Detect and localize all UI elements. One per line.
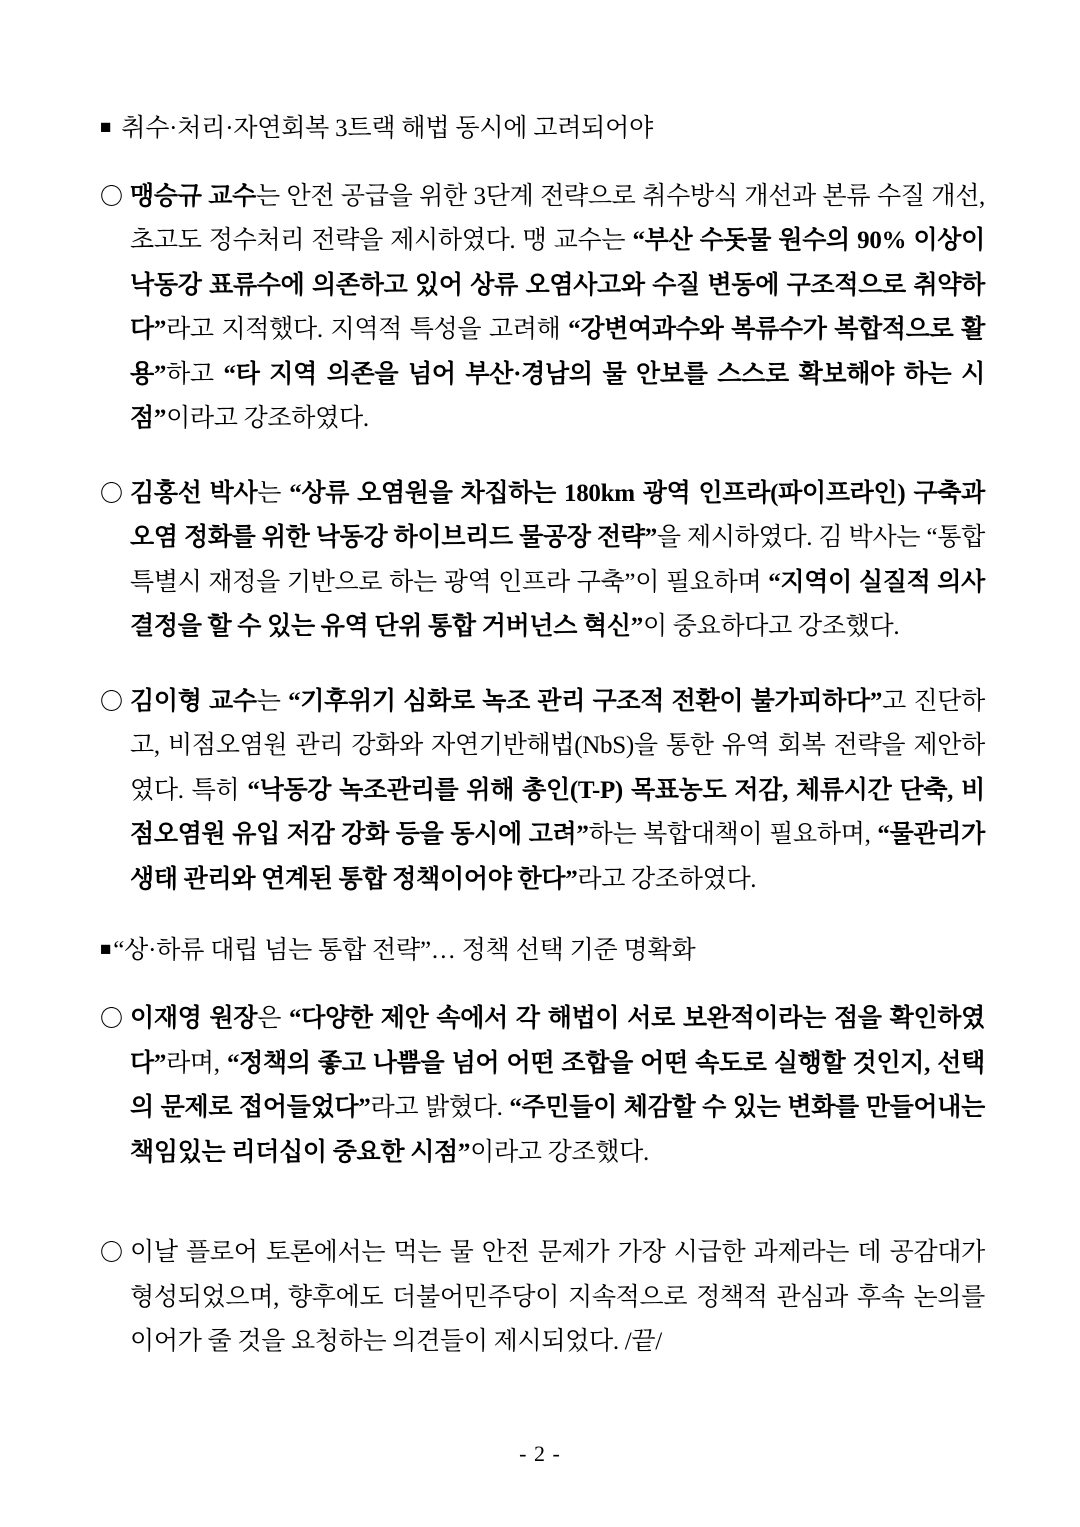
emphasis-text: 맹승규 교수 — [130, 182, 256, 210]
body-text: 하고 — [166, 360, 224, 388]
circle-bullet-icon: 〇 — [100, 1006, 123, 1031]
body-text: 이 중요하다고 강조했다. — [642, 613, 900, 641]
body-text: 을 제시하였다. 김 박사는 “통합 특별시 재정을 기반으로 하는 광역 인프라 구축”이 필요하며 — [130, 524, 986, 596]
emphasis-text: “부산 수돗물 원수의 90% 이상이 낙동강 표류수에 의존하고 있어 상류 오염사고와 수질 변동에 구조적으로 취약하다” — [130, 227, 985, 344]
paragraph-spacer — [100, 1205, 985, 1231]
page-number: - 2 - — [519, 1441, 561, 1466]
body-text: 는 — [257, 479, 290, 507]
emphasis-text: “기후위기 심화로 녹조 관리 구조적 전환이 불가피하다” — [288, 687, 883, 715]
body-text: 라며, — [166, 1049, 227, 1077]
body-text: 라고 강조하였다. — [577, 865, 757, 893]
emphasis-text: “강변여과수와 복류수가 복합적으로 활용” — [130, 316, 986, 388]
emphasis-text: “지역이 실질적 의사결정을 할 수 있는 유역 단위 통합 거버넌스 혁신” — [130, 568, 985, 641]
section-heading-text: 취수·처리·자연회복 3트랙 해법 동시에 고려되어야 — [121, 115, 654, 142]
paragraph — [100, 175, 985, 442]
body-text: 이라고 강조하였다. — [166, 405, 369, 433]
document-body — [100, 110, 985, 1365]
paragraph — [100, 472, 985, 650]
paragraph — [100, 997, 985, 1175]
paragraph-text — [130, 997, 985, 1175]
circle-bullet-icon: 〇 — [100, 183, 123, 209]
body-text: 이날 플로어 토론에서는 먹는 물 안전 문제가 가장 시급한 과제라는 데 공감대가 형성되었으며, 향후에도 더불어민주당이 지속적으로 정책적 관심과 후속 논의를 이어가 줄 것을 요청하는 의견들이 제시되었다. /끝/ — [130, 1239, 985, 1355]
paragraph-text — [130, 472, 985, 650]
emphasis-text: “정책의 좋고 나쁨을 넘어 어떤 조합을 어떤 속도로 실행할 것인지, 선택의 문제로 접어들었다” — [130, 1049, 986, 1121]
emphasis-text: “다양한 제안 속에서 각 해법이 서로 보완적이라는 점을 확인하였다” — [130, 1005, 985, 1077]
circle-bullet-icon: 〇 — [100, 688, 123, 714]
emphasis-text: 김홍선 박사 — [130, 479, 258, 507]
circle-bullet-icon: 〇 — [100, 1240, 123, 1265]
body-text: 고 진단하고, 비점오염원 관리 강화와 자연기반해법(NbS)을 통한 유역 회복 전략을 제안하였다. 특히 — [130, 687, 985, 804]
paragraph-text — [130, 1231, 985, 1365]
emphasis-text: “상류 오염원을 차집하는 180km 광역 인프라(파이프라인) 구축과 오염 정화를 위한 낙동강 하이브리드 물공장 전략” — [130, 479, 985, 552]
circle-bullet-icon: 〇 — [100, 480, 123, 506]
paragraph-text — [130, 175, 985, 442]
body-text: 는 — [256, 687, 289, 715]
section-heading-text: “상·하류 대립 넘는 통합 전략”… 정책 선택 기준 명확화 — [113, 937, 696, 965]
square-bullet-icon: ■ — [100, 939, 112, 961]
emphasis-text: 김이형 교수 — [130, 687, 257, 715]
body-text: 이라고 강조했다. — [470, 1138, 649, 1166]
section-heading — [100, 932, 985, 971]
body-text: 은 — [257, 1005, 290, 1032]
paragraph — [100, 680, 985, 903]
paragraph — [100, 1231, 985, 1365]
square-bullet-icon: ■ — [100, 117, 112, 138]
emphasis-text: 이재영 원장 — [130, 1005, 258, 1032]
emphasis-text: “낙동강 녹조관리를 위해 총인(T-P) 목표농도 저감, 체류시간 단축, 비점오염원 유입 저감 강화 등을 동시에 고려” — [130, 776, 985, 849]
body-text: 는 안전 공급을 위한 3단계 전략으로 취수방식 개선과 본류 수질 개선, 초고도 정수처리 전략을 제시하였다. 맹 교수는 — [130, 182, 985, 255]
body-text: 라고 지적했다. 지역적 특성을 고려해 — [166, 316, 569, 344]
body-text: 라고 밝혔다. — [370, 1094, 510, 1121]
emphasis-text: “주민들이 체감할 수 있는 변화를 만들어내는 책임있는 리더십이 중요한 시점” — [130, 1094, 985, 1166]
emphasis-text: “타 지역 의존을 넘어 부산·경남의 물 안보를 스스로 확보해야 하는 시점” — [130, 360, 985, 433]
paragraph-text — [130, 680, 985, 903]
body-text: 하는 복합대책이 필요하며, — [588, 821, 878, 849]
emphasis-text: “물관리가 생태 관리와 연계된 통합 정책이어야 한다” — [130, 821, 985, 893]
section-heading — [100, 110, 985, 149]
